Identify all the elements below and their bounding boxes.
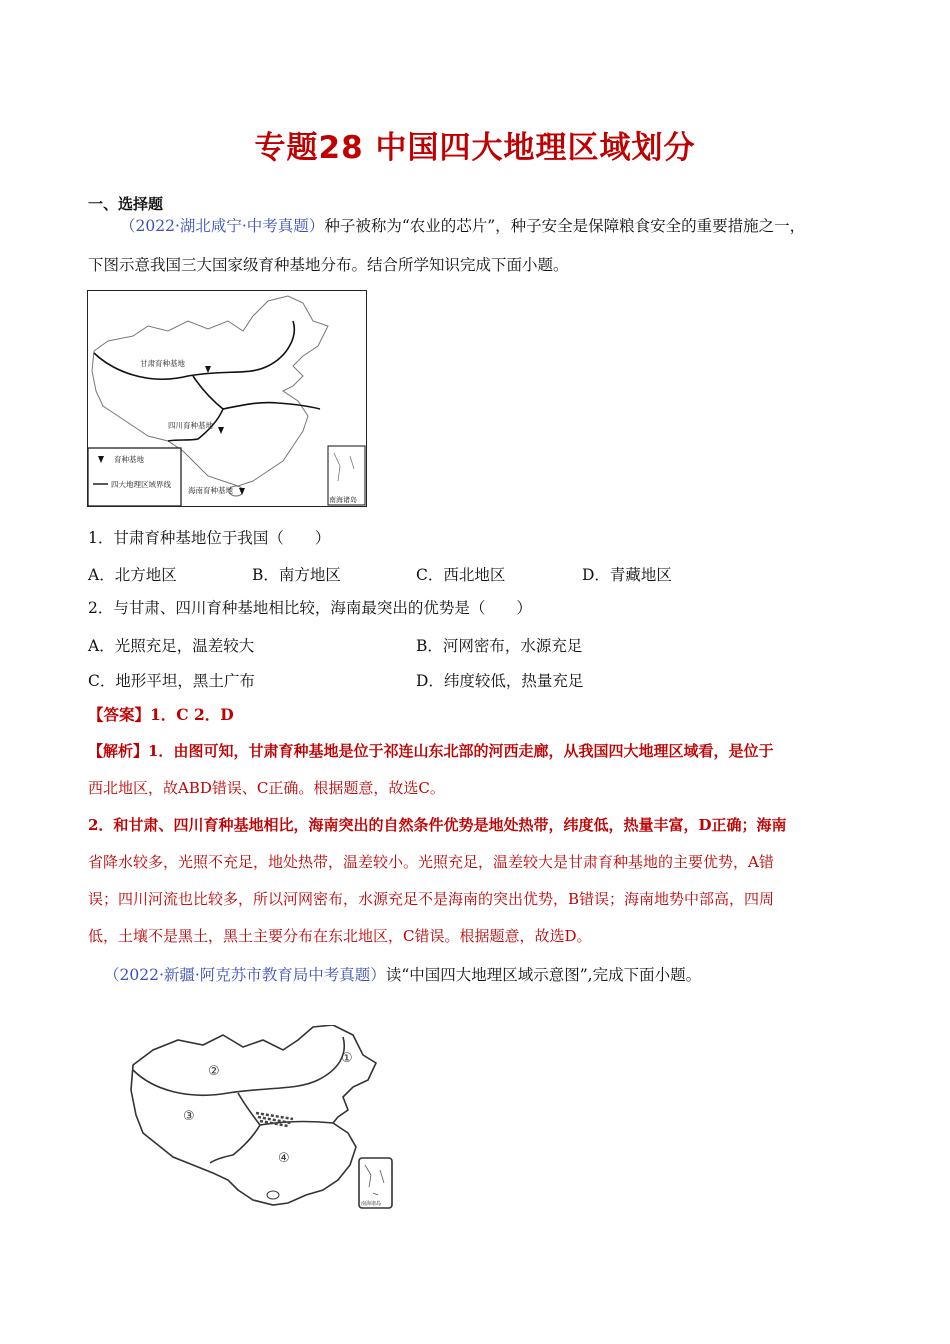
label-hainan: 海南育种基地	[188, 486, 233, 495]
label-sichuan: 四川育种基地	[168, 421, 213, 430]
region-3-label: ③	[183, 1109, 195, 1124]
group2-source: （2022·新疆·阿克苏市教育局中考真题）	[104, 966, 386, 984]
page-title: 专题28 中国四大地理区域划分	[254, 130, 696, 166]
region-1-label: ①	[341, 1051, 353, 1066]
hainan-base-marker	[239, 488, 245, 495]
boundary-qinghai-2	[210, 1125, 260, 1163]
group2-intro	[104, 965, 701, 985]
boundary-qinling-2	[238, 1093, 333, 1125]
q2-option-b[interactable]: B．河网密布，水源充足	[416, 637, 583, 655]
gansu-base-marker	[205, 366, 211, 373]
legend-base-label: 育种基地	[114, 455, 144, 464]
four-regions-map	[128, 1025, 396, 1210]
analysis-line-4: 省降水较多，光照不充足，地处热带，温差较小。光照充足，温差较大是甘肃育种基地的主要优势，A错	[88, 853, 774, 871]
analysis-line-5: 误；四川河流也比较多，所以河网密布，水源充足不是海南的突出优势，B错误；海南地势中部高，四周	[88, 890, 775, 908]
sichuan-base-marker	[218, 427, 224, 434]
inset-label: 南海诸岛	[329, 496, 357, 504]
boundary-north	[94, 321, 294, 379]
q1-option-b[interactable]: B．南方地区	[252, 566, 341, 584]
breeding-base-map	[87, 290, 367, 507]
section-heading: 一、选择题	[88, 195, 164, 213]
group1-intro-text: 种子被称为“农业的芯片”，种子安全是保障粮食安全的重要措施之一，	[324, 217, 806, 235]
hainan-island-2	[267, 1191, 279, 1199]
inset-label-2: 南海诸岛	[361, 1201, 382, 1207]
four-regions-map-svg	[128, 1025, 396, 1210]
q2-option-c[interactable]: C．地形平坦，黑土广布	[88, 672, 255, 690]
group1-intro-line2: 下图示意我国三大国家级育种基地分布。结合所学知识完成下面小题。	[88, 256, 569, 274]
q1-option-a[interactable]: A．北方地区	[88, 566, 177, 584]
region-4-label: ④	[278, 1151, 290, 1166]
boundary-qinling	[193, 376, 320, 409]
group1-source: （2022·湖北咸宁·中考真题）	[120, 217, 325, 235]
q1-option-d[interactable]: D．青藏地区	[582, 566, 672, 584]
breeding-base-map-svg	[88, 291, 366, 506]
analysis-line-2: 西北地区，故ABD错误、C正确。根据题意，故选C。	[88, 779, 445, 797]
q2-stem: 2．与甘肃、四川育种基地相比较，海南最突出的优势是（ ）	[88, 599, 532, 617]
analysis-line-1: 【解析】1．由图可知，甘肃育种基地是位于祁连山东北部的河西走廊，从我国四大地理区域看，是位于	[88, 742, 774, 760]
answer-line: 【答案】1．C 2．D	[88, 705, 234, 724]
group1-intro-line1	[120, 216, 805, 236]
group2-intro-text: 读“中国四大地理区域示意图”,完成下面小题。	[385, 966, 702, 984]
legend-line-label: 四大地理区域界线	[111, 480, 171, 489]
analysis-line-3: 2．和甘肃、四川育种基地相比，海南突出的自然条件优势是地处热带，纬度低，热量丰富，D正确；海南	[88, 816, 787, 834]
q1-option-c[interactable]: C．西北地区	[416, 566, 506, 584]
region-2-label: ②	[208, 1064, 220, 1079]
label-gansu: 甘肃育种基地	[140, 359, 185, 368]
analysis-line-6: 低，土壤不是黑土，黑土主要分布在东北地区，C错误。根据题意，故选D。	[88, 927, 592, 945]
q1-stem: 1．甘肃育种基地位于我国（ ）	[88, 529, 331, 547]
q2-option-d[interactable]: D．纬度较低，热量充足	[416, 672, 584, 690]
q2-option-a[interactable]: A．光照充足，温差较大	[88, 637, 255, 655]
